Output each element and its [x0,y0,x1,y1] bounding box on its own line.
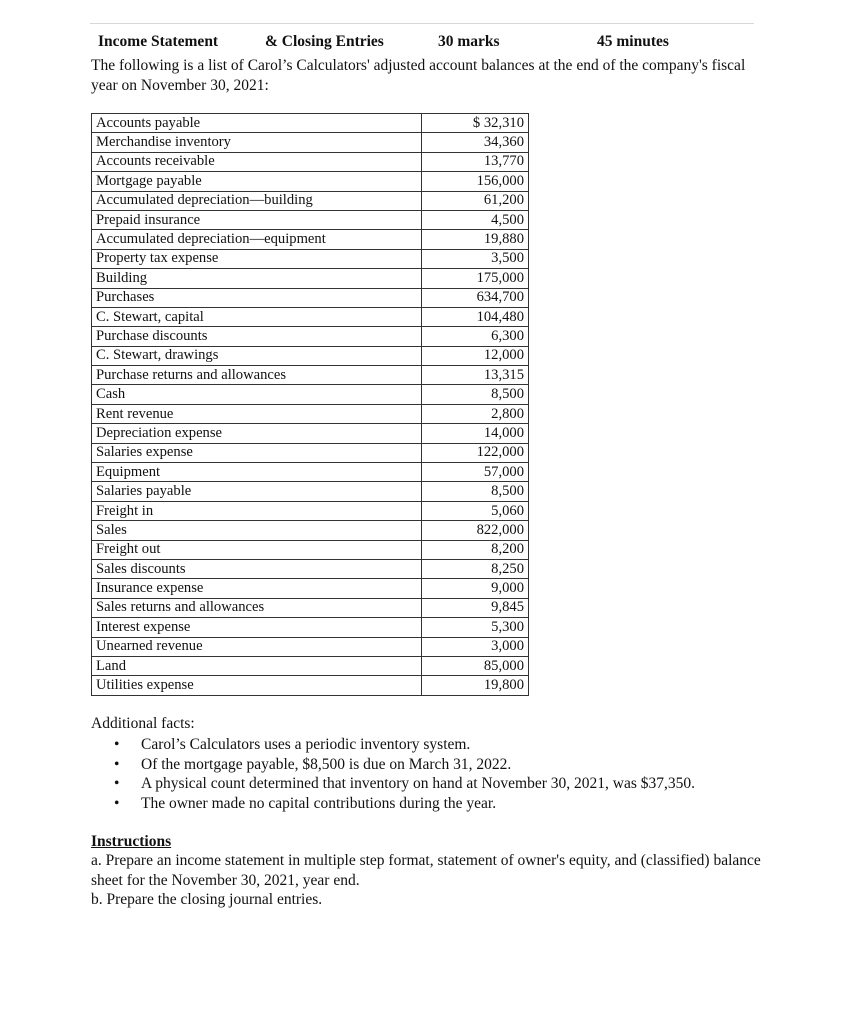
fact-item [91,794,695,814]
fact-text: Of the mortgage payable, $8,500 is due on March 31, 2022. [141,755,512,773]
account-name-cell: Rent revenue [92,404,422,423]
bullet-icon: • [114,755,120,773]
account-amount-cell: 19,880 [422,230,529,249]
table-row [92,269,529,288]
assignment-header [0,33,841,53]
account-name-cell: Accumulated depreciation—equipment [92,230,422,249]
account-name-cell: Purchase returns and allowances [92,366,422,385]
table-row [92,501,529,520]
table-row [92,172,529,191]
account-amount-cell: 61,200 [422,191,529,210]
header-title: Income Statement [98,33,219,50]
table-row [92,114,529,133]
table-row [92,191,529,210]
account-amount-cell: 634,700 [422,288,529,307]
instruction-b: b. Prepare the closing journal entries. [91,891,323,908]
instructions-heading: Instructions [91,833,172,850]
account-name-cell: Sales discounts [92,559,422,578]
table-row [92,443,529,462]
account-amount-cell: 2,800 [422,404,529,423]
account-name-cell: C. Stewart, capital [92,307,422,326]
fact-text: The owner made no capital contributions during the year. [141,795,497,813]
fact-item [91,755,695,775]
table-row [92,385,529,404]
account-name-cell: C. Stewart, drawings [92,346,422,365]
table-row [92,559,529,578]
table-row [92,637,529,656]
account-amount-cell: 3,500 [422,249,529,268]
account-amount-cell: $ 32,310 [422,114,529,133]
account-name-cell: Purchases [92,288,422,307]
table-row [92,579,529,598]
account-amount-cell: 8,200 [422,540,529,559]
account-amount-cell: 14,000 [422,424,529,443]
header-subtitle: & Closing Entries [265,33,384,50]
account-amount-cell: 9,000 [422,579,529,598]
table-row [92,404,529,423]
fact-text: Carol’s Calculators uses a periodic inventory system. [141,736,471,753]
table-row [92,249,529,268]
account-name-cell: Accounts receivable [92,152,422,171]
fact-item [91,735,695,755]
table-row [92,598,529,617]
fact-text: A physical count determined that inventory on hand at November 30, 2021, was $37,350. [141,775,696,793]
table-row [92,133,529,152]
account-amount-cell: 8,250 [422,559,529,578]
table-row [92,540,529,559]
account-amount-cell: 8,500 [422,482,529,501]
header-time: 45 minutes [597,33,669,50]
account-name-cell: Unearned revenue [92,637,422,656]
header-marks: 30 marks [438,33,500,50]
account-amount-cell: 12,000 [422,346,529,365]
account-amount-cell: 13,315 [422,366,529,385]
account-amount-cell: 5,300 [422,618,529,637]
bullet-icon: • [114,795,120,813]
account-name-cell: Interest expense [92,618,422,637]
account-amount-cell: 4,500 [422,210,529,229]
account-balances-table [91,113,529,696]
account-amount-cell: 122,000 [422,443,529,462]
account-name-cell: Freight in [92,501,422,520]
table-row [92,463,529,482]
account-amount-cell: 13,770 [422,152,529,171]
table-row [92,676,529,695]
bullet-icon: • [114,736,120,753]
table-row [92,346,529,365]
table-row [92,288,529,307]
account-name-cell: Depreciation expense [92,424,422,443]
account-name-cell: Salaries expense [92,443,422,462]
table-row [92,656,529,675]
account-amount-cell: 19,800 [422,676,529,695]
account-name-cell: Purchase discounts [92,327,422,346]
account-amount-cell: 175,000 [422,269,529,288]
table-row [92,618,529,637]
account-name-cell: Property tax expense [92,249,422,268]
additional-facts-list [91,735,695,814]
account-amount-cell: 9,845 [422,598,529,617]
account-name-cell: Cash [92,385,422,404]
account-amount-cell: 57,000 [422,463,529,482]
account-name-cell: Building [92,269,422,288]
account-amount-cell: 5,060 [422,501,529,520]
table-row [92,482,529,501]
account-name-cell: Freight out [92,540,422,559]
account-amount-cell: 8,500 [422,385,529,404]
account-name-cell: Salaries payable [92,482,422,501]
table-row [92,230,529,249]
additional-facts-heading: Additional facts: [91,715,195,732]
instruction-a: a. Prepare an income statement in multiple step format, statement of owner's equity, and (classified) balance sheet for the November 30, 2021, year end. [91,852,761,889]
account-amount-cell: 85,000 [422,656,529,675]
account-amount-cell: 3,000 [422,637,529,656]
account-name-cell: Land [92,656,422,675]
account-name-cell: Merchandise inventory [92,133,422,152]
table-row [92,521,529,540]
table-row [92,366,529,385]
account-amount-cell: 822,000 [422,521,529,540]
top-divider [90,23,754,24]
table-row [92,424,529,443]
account-amount-cell: 104,480 [422,307,529,326]
account-name-cell: Equipment [92,463,422,482]
bullet-icon: • [114,775,120,793]
intro-paragraph: The following is a list of Carol’s Calculators' adjusted account balances at the end of the company's fiscal year on November 30, 2021: [91,57,746,94]
table-row [92,307,529,326]
table-row [92,327,529,346]
account-name-cell: Utilities expense [92,676,422,695]
account-name-cell: Mortgage payable [92,172,422,191]
fact-item [91,774,695,794]
account-name-cell: Insurance expense [92,579,422,598]
account-name-cell: Prepaid insurance [92,210,422,229]
account-name-cell: Accumulated depreciation—building [92,191,422,210]
account-name-cell: Accounts payable [92,114,422,133]
account-amount-cell: 34,360 [422,133,529,152]
account-name-cell: Sales [92,521,422,540]
account-amount-cell: 156,000 [422,172,529,191]
table-row [92,152,529,171]
table-row [92,210,529,229]
instructions-body [91,851,771,910]
account-name-cell: Sales returns and allowances [92,598,422,617]
account-amount-cell: 6,300 [422,327,529,346]
